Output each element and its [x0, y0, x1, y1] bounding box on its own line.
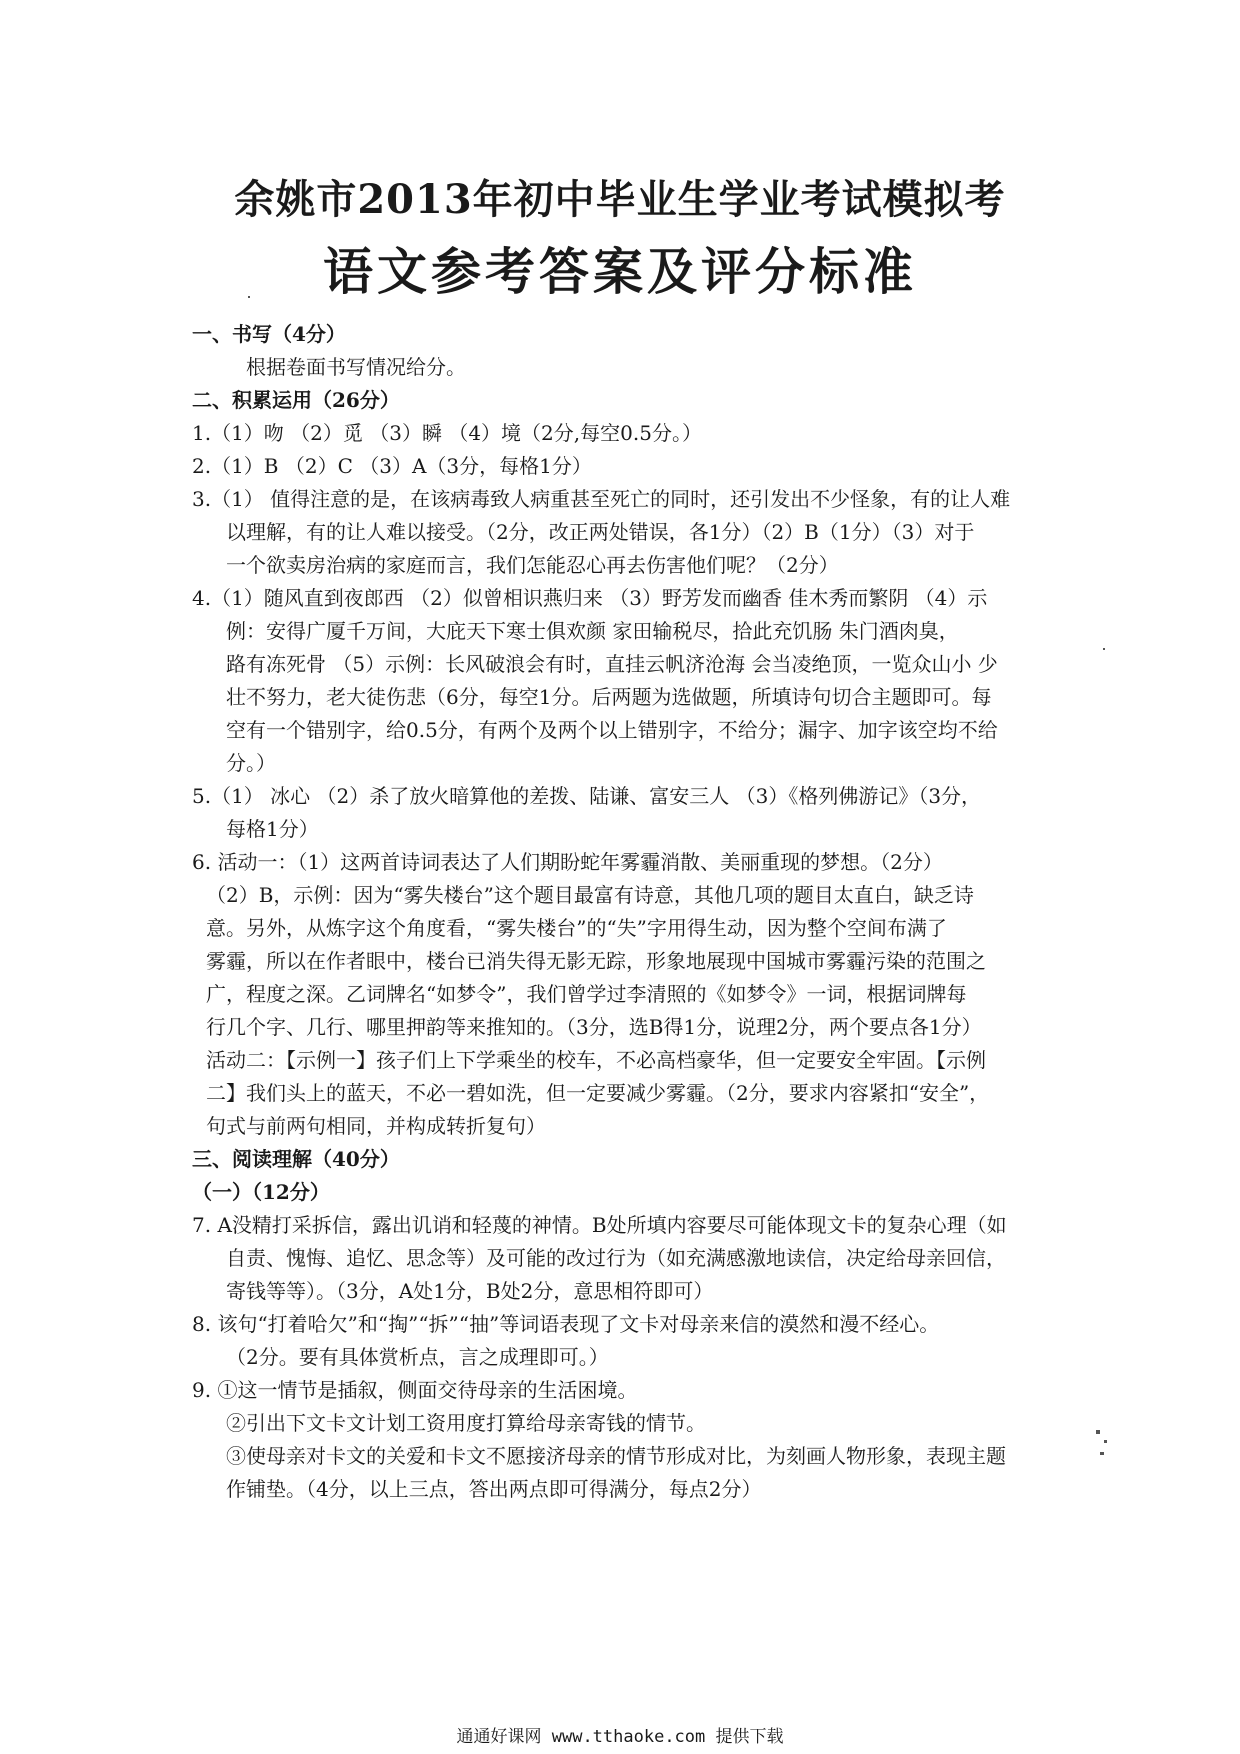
answer-line: 9. ①这一情节是插叙，侧面交待母亲的生活困境。: [192, 1378, 638, 1402]
answer-line: 作铺垫。（4分，以上三点，答出两点即可得满分，每点2分）: [226, 1477, 762, 1501]
scan-speck: [1104, 1440, 1107, 1443]
answer-line: 壮不努力，老大徒伤悲（6分，每空1分。后两题为选做题，所填诗句切合主题即可。每: [226, 685, 992, 709]
answer-line: ③使母亲对卡文的关爱和卡文不愿接济母亲的情节形成对比，为刻画人物形象，表现主题: [226, 1444, 1006, 1468]
footer-download-note: 通通好课网 www.tthaoke.com 提供下载: [456, 1727, 784, 1747]
answer-line: 活动二：【示例一】孩子们上下学乘坐的校车，不必高档豪华，但一定要安全牢固。【示例: [206, 1048, 986, 1072]
answer-line: （2分。要有具体赏析点，言之成理即可。）: [226, 1345, 609, 1369]
answer-key-body: [192, 318, 1110, 1506]
section-3-heading: 三、阅读理解（40分）: [192, 1147, 400, 1171]
answer-line: 路有冻死骨 （5）示例：长风破浪会有时，直挂云帆济沧海 会当凌绝顶，一览众山小 少: [226, 652, 998, 676]
answer-line: 广，程度之深。乙词牌名“如梦令”，我们曾学过李清照的《如梦令》一词，根据词牌每: [206, 982, 967, 1006]
answer-line: 2.（1）B （2）C （3）A（3分，每格1分）: [192, 454, 592, 478]
answer-line: 行几个字、几行、哪里押韵等来推知的。（3分，选B得1分，说理2分，两个要点各1分）: [206, 1015, 982, 1039]
answer-line: 雾霾，所以在作者眼中，楼台已消失得无影无踪，形象地展现中国城市雾霾污染的范围之: [206, 949, 986, 973]
answer-line: 自责、愧悔、追忆、思念等）及可能的改过行为（如充满感激地读信，决定给母亲回信，: [226, 1246, 1006, 1270]
title-line-1: 余姚市2013年初中毕业生学业考试模拟考: [234, 176, 1006, 223]
answer-line: 分。）: [226, 751, 276, 775]
answer-line: 以理解，有的让人难以接受。（2分，改正两处错误，各1分）（2）B（1分）（3）对于: [226, 520, 975, 544]
answer-line: 7. A没精打采拆信，露出讥诮和轻蔑的神情。B处所填内容要尽可能体现文卡的复杂心理（如: [192, 1213, 1007, 1237]
answer-line: 8. 该句“打着哈欠”和“掏”“拆”“抽”等词语表现了文卡对母亲来信的漠然和漫不经心。: [192, 1312, 940, 1336]
section-2-heading: 二、积累运用（26分）: [192, 388, 400, 412]
answer-line: （2）B，示例：因为“雾失楼台”这个题目最富有诗意，其他几项的题目太直白，缺乏诗: [206, 883, 974, 907]
scan-speck: [1103, 648, 1105, 650]
answer-line: 每格1分）: [226, 817, 319, 841]
scan-speck: [1100, 1452, 1104, 1455]
answer-line: 意。另外，从炼字这个角度看，“雾失楼台”的“失”字用得生动，因为整个空间布满了: [206, 916, 947, 940]
section-1-text: 根据卷面书写情况给分。: [246, 355, 466, 379]
answer-line: 句式与前两句相同，并构成转折复句）: [206, 1114, 546, 1138]
answer-line: 一个欲卖房治病的家庭而言，我们怎能忍心再去伤害他们呢？（2分）: [226, 553, 839, 577]
answer-line: 二】我们头上的蓝天，不必一碧如洗，但一定要减少雾霾。（2分，要求内容紧扣“安全”，: [206, 1081, 990, 1105]
answer-line: 寄钱等等）。（3分，A处1分，B处2分，意思相符即可）: [226, 1279, 714, 1303]
title-line-2: 语文参考答案及评分标准: [323, 242, 917, 301]
answer-line: 4.（1）随风直到夜郎西 （2）似曾相识燕归来 （3）野芳发而幽香 佳木秀而繁阴 （4）示: [192, 586, 988, 610]
section-1-heading: 一、书写（4分）: [192, 322, 346, 346]
answer-line: 例：安得广厦千万间，大庇天下寒士俱欢颜 家田输税尽，拾此充饥肠 朱门酒肉臭，: [226, 619, 959, 643]
answer-line: 1.（1）吻 （2）觅 （3）瞬 （4）境（2分,每空0.5分。）: [192, 421, 702, 445]
section-3-subheading: （一）（12分）: [192, 1180, 330, 1204]
answer-line: 3.（1） 值得注意的是，在该病毒致人病重甚至死亡的同时，还引发出不少怪象，有的让人难: [192, 487, 1011, 511]
answer-line: 空有一个错别字，给0.5分，有两个及两个以上错别字，不给分；漏字、加字该空均不给: [226, 718, 998, 742]
scan-speck: [248, 296, 250, 298]
scan-speck: [1096, 1430, 1100, 1434]
answer-line: 5.（1） 冰心 （2）杀了放火暗算他的差拨、陆谦、富安三人 （3）《格列佛游记》（3分，: [192, 784, 982, 808]
answer-line: ②引出下文卡文计划工资用度打算给母亲寄钱的情节。: [226, 1411, 706, 1435]
answer-line: 6. 活动一：（1）这两首诗词表达了人们期盼蛇年雾霾消散、美丽重现的梦想。（2分）: [192, 850, 943, 874]
